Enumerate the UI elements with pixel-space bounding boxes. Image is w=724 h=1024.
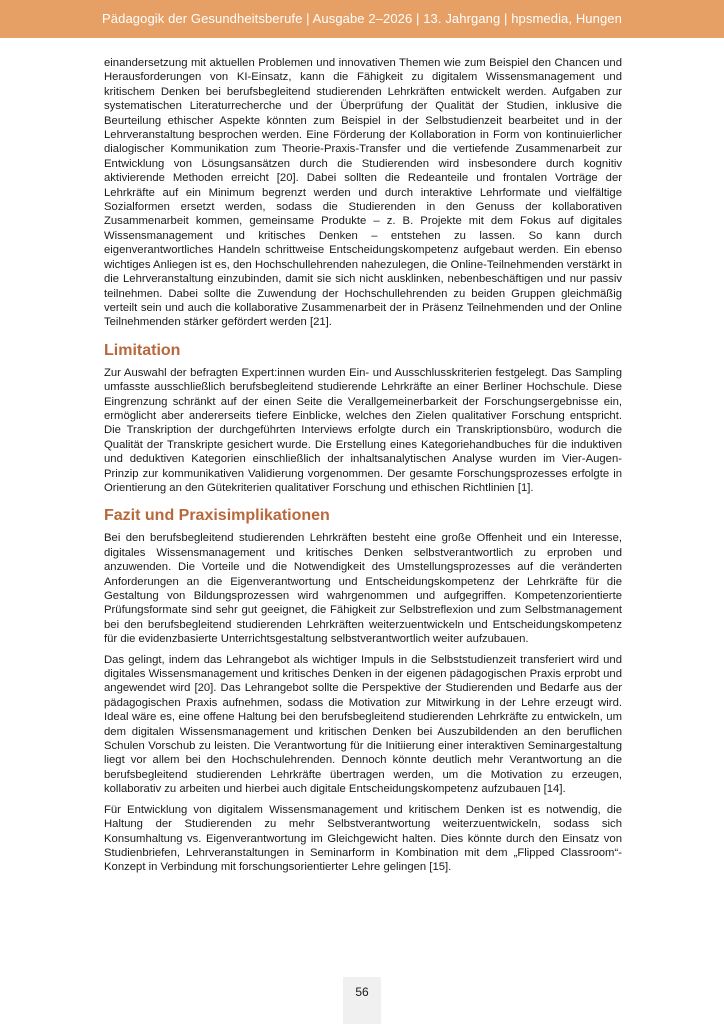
- fazit-paragraph-3: Für Entwicklung von digitalem Wissensmanagement und kritischem Denken ist es notwendig, die Haltung der Studierenden zu mehr Selbstverantwortung weiterzuentwickeln, sodass sich Konsumhaltung vs. Eigenverantwortung im Gleichgewicht halten. Dies könnte durch den Einsatz von Studienbriefen, Lehrveranstaltungen in Seminarform in Kombination mit dem „Flipped Classroom“-Konzept in Verbindung mit forschungsorientierter Lehre gelingen [15].: [104, 803, 622, 874]
- page-footer: [343, 977, 381, 1024]
- fazit-paragraph-1: Bei den berufsbegleitend studierenden Lehrkräften besteht eine große Offenheit und ein Interesse, digitales Wissensmanagement und kritisches Denken selbstverantwortlich zu erproben und anzuwenden. Die Vorteile und die Notwendigkeit des Umstellungsprozesses auf die veränderten Anforderungen an die Eigenverantwortung und Entscheidungskompetenz der Lehrkräfte für die Gestaltung von Bildungsprozessen wird wahrgenommen und aufgegriffen. Kompetenzorientierte Prüfungsformate sind sehr gut geeignet, die Fähigkeit zur Selbstreflexion und zum Selbstmanagement bei den berufsbegleitend studierenden Lehrkräften weiterzuentwickeln und Entscheidungskompetenz für die evidenzbasierte Unterrichtsgestaltung selbstverantwortlich weiter aufzubauen.: [104, 532, 622, 646]
- article-body: [104, 56, 622, 881]
- intro-paragraph: einandersetzung mit aktuellen Problemen und innovativen Themen wie zum Beispiel den Chancen und Herausforderungen von KI-Einsatz, kann die Fähigkeit zu digitalem Wissensmanagement und kritischem Denken bei berufsbegleitend studierenden Lehrkräften entwickelt werden. Aufgaben zur systematischen Literaturrecherche und der Überprüfung der Qualität der Studien, inklusive die Beurteilung ethischer Aspekte könnten zum Beispiel in der Selbstudienzeit bearbeitet und in der Lehrveranstaltung besprochen werden. Eine Förderung der Kollaboration in Form von kontinuierlicher dialogischer Kommunikation zum Theorie-Praxis-Transfer und die vertiefende Zusammenarbeit zur Entwicklung von Lösungsansätzen durch die Studierenden wird insbesondere durch kognitiv aktivierende Methoden erreicht [20]. Dabei sollten die Redeanteile und frontalen Vorträge der Lehrkräfte auf ein Minimum begrenzt werden und durch interaktive Lehrformate und vielfältige Sozialformen ersetzt werden, sodass die Studierenden in den Genuss der kollaborativen Zusammenarbeit kommen, gemeinsame Produkte – z. B. Projekte mit dem Fokus auf digitales Wissensmanagement und kritisches Denken – entstehen zu lassen. So kann durch eigenverantwortliches Handeln schrittweise Entscheidungskompetenz aufgebaut werden. Ein ebenso wichtiges Anliegen ist es, den Hochschullehrenden nahezulegen, die Online-Teilnehmenden verstärkt in die Lehrveranstaltung einzubinden, damit sie sich nicht ausklinken, nebenbeschäftigen und nur passiv teilnehmen. Dabei sollte die Zuwendung der Hochschullehrenden zu beiden Gruppen gleichmäßig verteilt sein und auch die kollaborative Zusammenarbeit der in Präsenz Teilnehmenden und der Online Teilnehmenden stärker gefördert werden [21].: [104, 57, 622, 329]
- section-heading-limitation: Limitation: [104, 341, 181, 359]
- section-heading-fazit: Fazit und Praxisimplikationen: [104, 507, 330, 525]
- journal-header-bar: [0, 0, 724, 38]
- limitation-paragraph: Zur Auswahl der befragten Expert:innen wurden Ein- und Ausschlusskriterien festgelegt. Das Sampling umfasste ausschließlich berufsbegleitend studierende Lehrkräfte an einer Berliner Hochschule. Diese Eingrenzung schränkt auf der einen Seite die Verallgemeinerbarkeit der Forschungsergebnisse ein, ermöglicht aber andererseits tiefere Einblicke, welches den Zielen qualitativer Forschung entspricht. Die Transkription der durchgeführten Interviews erfolgte durch ein Transkriptionsbüro, wodurch die Qualität der Transkripte gesichert wurde. Die Erstellung eines Kategoriehandbuches für die induktiven und deduktiven Kategorien einschließlich der inhaltsanalytischen Analyse wurden im Vier-Augen-Prinzip zur kommunikativen Validierung vorgenommen. Der gesamte Forschungsprozesses erfolgte in Orientierung an den Gütekriterien qualitativer Forschung und ethischen Richtlinien [1].: [104, 366, 622, 494]
- page-number: 56: [355, 985, 369, 999]
- journal-header-text: Pädagogik der Gesundheitsberufe | Ausgabe 2–2026 | 13. Jahrgang | hpsmedia, Hungen: [102, 11, 622, 26]
- fazit-paragraph-2: Das gelingt, indem das Lehrangebot als wichtiger Impuls in die Selbststudienzeit transferiert wird und digitales Wissensmanagement und kritisches Denken in der eigenen pädagogischen Praxis erprobt und angewendet wird [20]. Das Lehrangebot sollte die Perspektive der Studierenden und Bedarfe aus der pädagogischen Praxis aufnehmen, sodass die Motivation zur Mitwirkung in der Lehre erzeugt wird. Ideal wäre es, eine offene Haltung bei den berufsbegleitend studierenden Lehrkräfte zu entwickeln, um dem digitalen Wissensmanagement und kritischen Denken bei Auszubildenden an den beruflichen Schulen Vorschub zu leisten. Die Verantwortung für die Initiierung einer interaktiven Seminargestaltung liegt vor allem bei den Hochschulehrenden. Dennoch könnte deutlich mehr Verantwortung an die berufsbegleitend studierenden Lehrkräfte übertragen werden, um die Motivation zu erzeugen, kollaborativ zu arbeiten und hierbei auch digitale Entscheidungskompetenz aufzubauen [14].: [104, 653, 622, 796]
